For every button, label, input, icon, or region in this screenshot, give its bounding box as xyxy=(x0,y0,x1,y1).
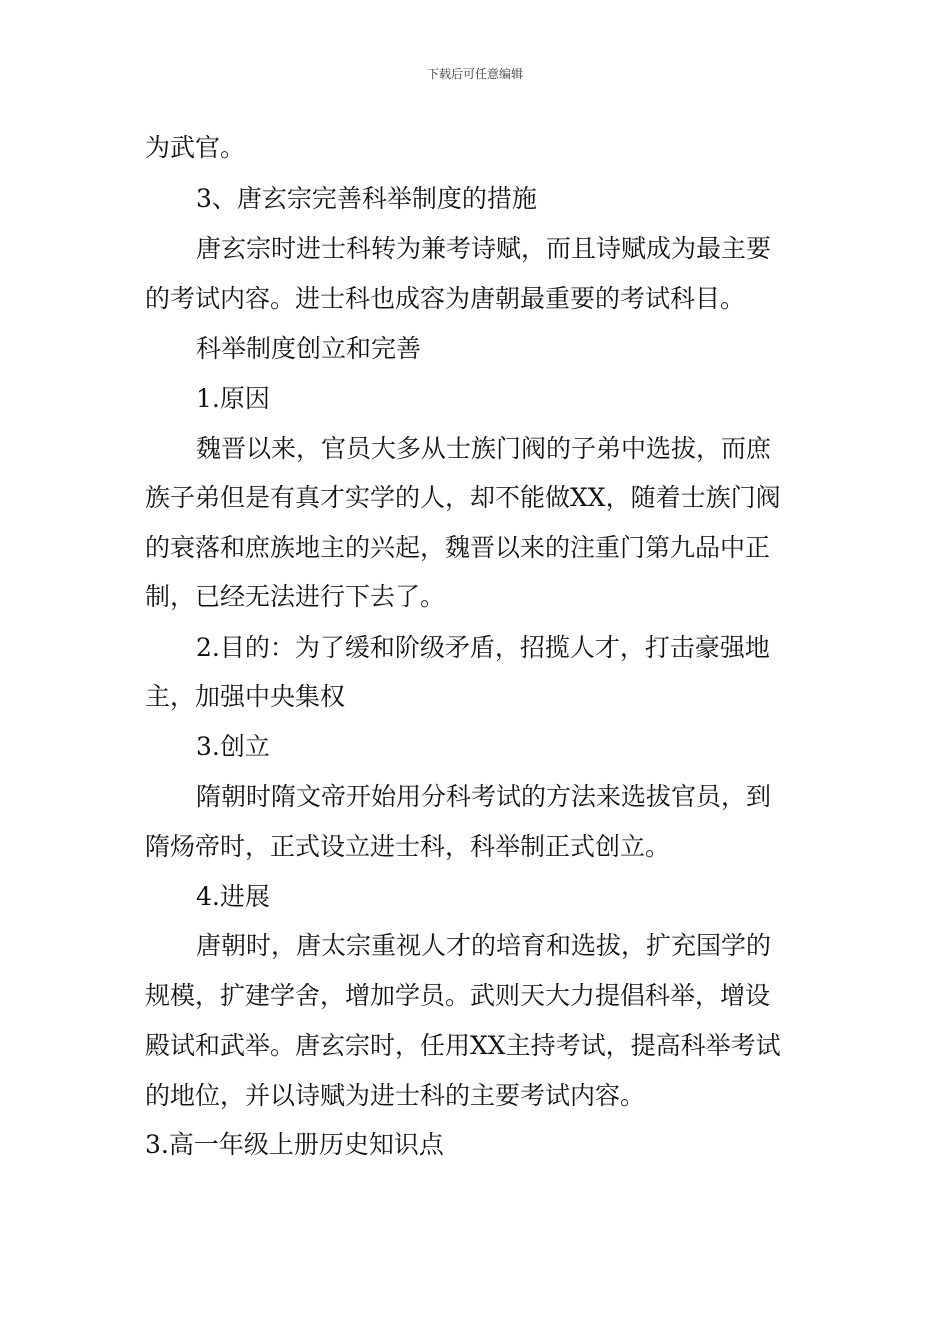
text-line: 唐玄宗时进士科转为兼考诗赋，而且诗赋成为最主要 xyxy=(196,234,772,263)
text-line: 为武官。 xyxy=(145,133,246,162)
text-line: 的地位，并以诗赋为进士科的主要考试内容。 xyxy=(145,1081,646,1110)
text-line: 隋炀帝时，正式设立进士科，科举制正式创立。 xyxy=(145,832,671,861)
text-line: 魏晋以来，官员大多从士族门阀的子弟中选拔，而庶 xyxy=(196,434,772,463)
text-line: 的衰落和庶族地主的兴起，魏晋以来的注重门第九品中正 xyxy=(145,533,771,562)
subheading: 3.创立 xyxy=(196,732,270,761)
text-line: 唐朝时，唐太宗重视人才的培育和选拔，扩充国学的 xyxy=(196,931,772,960)
section-heading: 科举制度创立和完善 xyxy=(196,334,422,363)
text-line: 2.目的：为了缓和阶级矛盾，招揽人才，打击豪强地 xyxy=(196,633,770,662)
section-heading: 3、唐玄宗完善科举制度的措施 xyxy=(196,184,537,213)
text-line: 族子弟但是有真才实学的人，却不能做XX，随着士族门阀 xyxy=(145,483,781,512)
text-line: 的考试内容。进士科也成容为唐朝最重要的考试科目。 xyxy=(145,284,746,313)
section-heading: 3.高一年级上册历史知识点 xyxy=(145,1130,444,1159)
subheading: 4.进展 xyxy=(196,882,270,911)
subheading: 1.原因 xyxy=(196,384,270,413)
text-line: 隋朝时隋文帝开始用分科考试的方法来选拔官员，到 xyxy=(196,782,772,811)
text-line: 制，已经无法进行下去了。 xyxy=(145,582,446,611)
page-header: 下载后可任意编辑 xyxy=(426,67,523,81)
text-line: 规模，扩建学舍，增加学员。武则天大力提倡科举，增设 xyxy=(145,981,771,1010)
text-line: 殿试和武举。唐玄宗时，任用XX主持考试，提高科举考试 xyxy=(145,1031,781,1060)
text-line: 主，加强中央集权 xyxy=(145,682,346,711)
